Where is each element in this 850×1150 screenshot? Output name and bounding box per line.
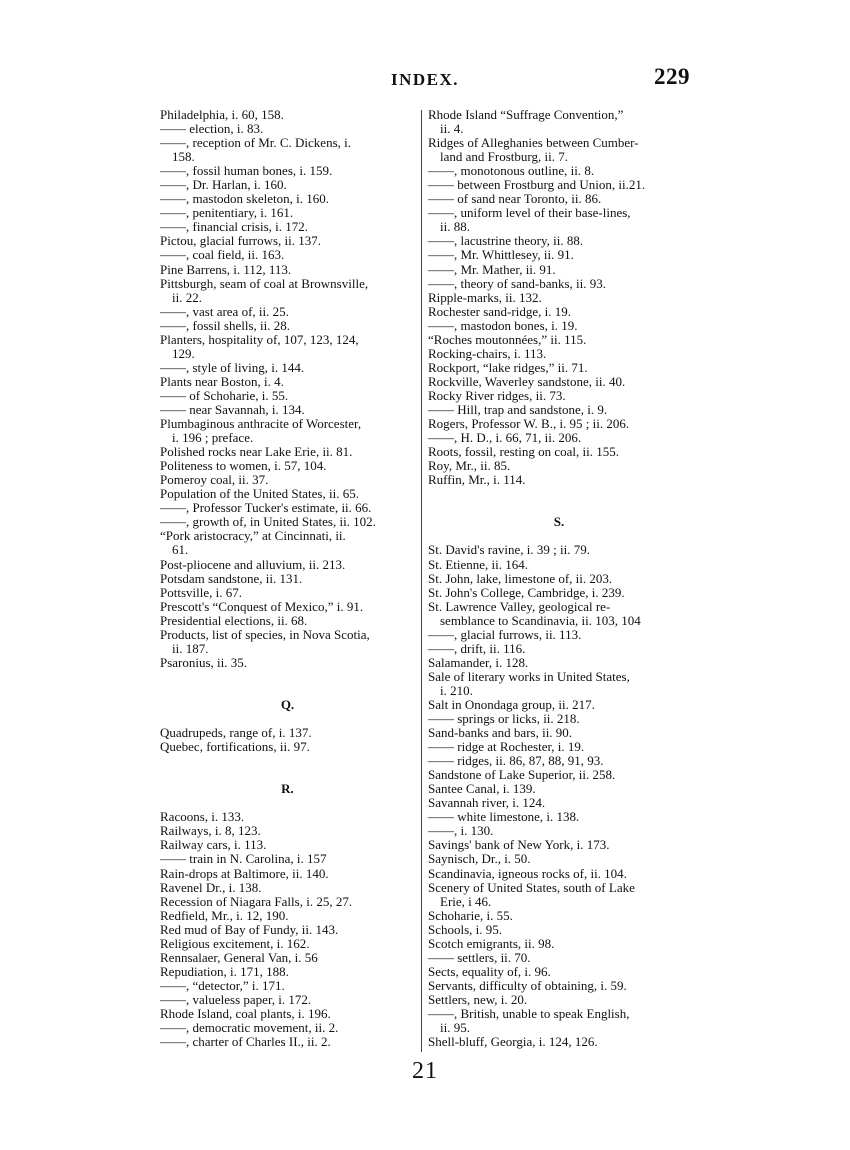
index-entry: “Pork aristocracy,” at Cincinnati, ii. <box>160 528 346 544</box>
index-entry: Quadrupeds, range of, i. 137. <box>160 725 312 741</box>
index-entry: Saynisch, Dr., i. 50. <box>428 851 531 867</box>
index-entry: Pomeroy coal, ii. 37. <box>160 472 269 488</box>
index-entry: Presidential elections, ii. 68. <box>160 612 308 628</box>
section-heading-q: Q. <box>280 696 295 712</box>
index-entry: ——, valueless paper, i. 172. <box>160 991 312 1007</box>
index-entry: Roy, Mr., ii. 85. <box>428 458 511 474</box>
section-heading-s: S. <box>553 514 565 530</box>
index-entry: —— ridge at Rochester, i. 19. <box>428 739 585 755</box>
index-entry: Savannah river, i. 124. <box>428 795 546 811</box>
index-entry: Pittsburgh, seam of coal at Brownsville, <box>160 275 369 291</box>
index-entry: Plants near Boston, i. 4. <box>160 373 284 389</box>
index-entry: St. Etienne, ii. 164. <box>428 556 529 572</box>
index-entry: 61. <box>172 542 189 558</box>
spacer <box>428 487 690 501</box>
index-entry: Scotch emigrants, ii. 98. <box>428 935 555 951</box>
index-entry: ——, uniform level of their base-lines, <box>428 205 631 221</box>
index-entry: Ripple-marks, ii. 132. <box>428 289 542 305</box>
index-entry: ——, British, unable to speak English, <box>428 1006 630 1021</box>
index-entry: —— Hill, trap and sandstone, i. 9. <box>428 401 608 417</box>
index-entry: ——, Professor Tucker's estimate, ii. 66. <box>160 500 372 516</box>
index-entry: Sale of literary works in United States, <box>428 668 630 684</box>
index-entry: St. Lawrence Valley, geological re- <box>428 598 611 614</box>
index-entry: Settlers, new, i. 20. <box>428 991 528 1007</box>
index-entry: Rocking-chairs, i. 113. <box>428 345 547 361</box>
index-entry: ——, democratic movement, ii. 2. <box>160 1020 339 1036</box>
index-entry: ii. 4. <box>440 121 464 137</box>
index-entry: —— train in N. Carolina, i. 157 <box>160 851 327 867</box>
index-entry: ——, mastodon bones, i. 19. <box>428 317 578 333</box>
index-entry: i. 196 ; preface. <box>172 430 254 446</box>
index-entry: —— of Schoharie, i. 55. <box>160 387 289 403</box>
index-entry: St. David's ravine, i. 39 ; ii. 79. <box>428 542 590 558</box>
index-entry: ——, “detector,” i. 171. <box>160 977 285 993</box>
spacer <box>160 754 415 768</box>
index-entry: —— of sand near Toronto, ii. 86. <box>428 191 602 207</box>
index-entry: “Roches moutonnées,” ii. 115. <box>428 331 587 347</box>
index-entry: ——, drift, ii. 116. <box>428 640 526 656</box>
index-entry: Quebec, fortifications, ii. 97. <box>160 739 310 755</box>
r-entries <box>160 810 415 1049</box>
index-entry: ——, glacial furrows, ii. 113. <box>428 626 582 642</box>
right-column <box>428 108 690 1049</box>
index-entry: Savings' bank of New York, i. 173. <box>428 837 610 853</box>
index-entry: i. 210. <box>440 682 473 698</box>
index-entry: —— near Savannah, i. 134. <box>160 401 305 417</box>
index-entry: Servants, difficulty of obtaining, i. 59. <box>428 977 627 993</box>
index-entry: Erie, i 46. <box>440 893 492 909</box>
index-entry: —— white limestone, i. 138. <box>428 809 580 825</box>
index-entry: Pottsville, i. 67. <box>160 584 242 600</box>
index-entry: Pine Barrens, i. 112, 113. <box>160 261 292 277</box>
index-entry: Plumbaginous anthracite of Worcester, <box>160 416 362 432</box>
index-entry: ii. 22. <box>172 289 202 305</box>
index-entry: ——, Mr. Whittlesey, ii. 91. <box>428 247 574 263</box>
index-entry: ii. 95. <box>440 1020 470 1036</box>
index-entry: Racoons, i. 133. <box>160 809 245 825</box>
spacer <box>160 712 415 726</box>
spacer <box>160 768 415 782</box>
index-entry: St. John's College, Cambridge, i. 239. <box>428 584 625 600</box>
index-entry: ——, fossil human bones, i. 159. <box>160 163 333 179</box>
running-head <box>160 66 690 96</box>
index-entry: —— election, i. 83. <box>160 121 264 137</box>
index-entry: ——, charter of Charles II., ii. 2. <box>160 1034 331 1050</box>
index-entry: Santee Canal, i. 139. <box>428 781 536 797</box>
index-entry: Planters, hospitality of, 107, 123, 124, <box>160 331 359 347</box>
index-entry: —— settlers, ii. 70. <box>428 949 531 965</box>
index-entry: Ruffin, Mr., i. 114. <box>428 472 526 488</box>
index-entry: Railways, i. 8, 123. <box>160 823 261 839</box>
left-column <box>160 108 415 1049</box>
r-entries-continued <box>428 108 690 487</box>
index-entry: Scenery of United States, south of Lake <box>428 879 635 895</box>
index-entry: Rockport, “lake ridges,” ii. 71. <box>428 359 588 375</box>
spacer <box>160 796 415 810</box>
index-entry: ——, penitentiary, i. 161. <box>160 205 294 221</box>
index-entry: ——, reception of Mr. C. Dickens, i. <box>160 135 351 151</box>
index-entry: Shell-bluff, Georgia, i. 124, 126. <box>428 1034 598 1050</box>
index-entry: Schools, i. 95. <box>428 921 503 937</box>
index-entry: St. John, lake, limestone of, ii. 203. <box>428 570 613 586</box>
index-entry: Redfield, Mr., i. 12, 190. <box>160 907 289 923</box>
index-entry: Rhode Island, coal plants, i. 196. <box>160 1006 331 1021</box>
index-entry: Philadelphia, i. 60, 158. <box>160 107 284 122</box>
index-entry: Pictou, glacial furrows, ii. 137. <box>160 233 322 249</box>
spacer <box>160 670 415 684</box>
index-entry: ii. 187. <box>172 640 209 656</box>
index-entry: ——, growth of, in United States, ii. 102. <box>160 514 376 530</box>
spacer <box>160 684 415 698</box>
index-entry: Rochester sand-ridge, i. 19. <box>428 303 571 319</box>
index-entry: Rocky River ridges, ii. 73. <box>428 387 566 403</box>
index-entry: —— ridges, ii. 86, 87, 88, 91, 93. <box>428 753 604 769</box>
index-entry: ——, i. 130. <box>428 823 494 839</box>
spacer <box>428 529 690 543</box>
index-entry: Rennsalaer, General Van, i. 56 <box>160 949 318 965</box>
index-entry: Rhode Island “Suffrage Convention,” <box>428 107 624 122</box>
index-entry: ——, style of living, i. 144. <box>160 359 305 375</box>
index-entry: —— springs or licks, ii. 218. <box>428 711 580 727</box>
index-entry: —— between Frostburg and Union, ii.21. <box>428 177 646 193</box>
column-divider <box>421 110 422 1052</box>
index-entry: Scandinavia, igneous rocks of, ii. 104. <box>428 865 627 881</box>
index-entry: Repudiation, i. 171, 188. <box>160 963 289 979</box>
index-entry: Ridges of Alleghanies between Cumber- <box>428 135 639 151</box>
index-entry: Rain-drops at Baltimore, ii. 140. <box>160 865 329 881</box>
index-entry: Railway cars, i. 113. <box>160 837 267 853</box>
index-entry: Population of the United States, ii. 65. <box>160 486 359 502</box>
index-entry: ——, vast area of, ii. 25. <box>160 303 289 319</box>
index-entry: Post-pliocene and alluvium, ii. 213. <box>160 556 346 572</box>
signature-mark: 21 <box>412 1058 438 1084</box>
index-entry: Rockville, Waverley sandstone, ii. 40. <box>428 373 626 389</box>
page-title: INDEX. <box>390 70 460 89</box>
index-entry: Salt in Onondaga group, ii. 217. <box>428 696 595 712</box>
index-entry: ——, theory of sand-banks, ii. 93. <box>428 275 607 291</box>
index-entry: Sects, equality of, i. 96. <box>428 963 551 979</box>
index-entry: Roots, fossil, resting on coal, ii. 155. <box>428 444 620 460</box>
index-entry: 158. <box>172 149 195 165</box>
index-entry: Products, list of species, in Nova Scotia, <box>160 626 370 642</box>
index-entry: ——, lacustrine theory, ii. 88. <box>428 233 584 249</box>
spacer <box>428 501 690 515</box>
p-entries <box>160 108 415 670</box>
index-entry: ——, financial crisis, i. 172. <box>160 219 309 235</box>
index-entry: ——, Mr. Mather, ii. 91. <box>428 261 556 277</box>
index-entry: land and Frostburg, ii. 7. <box>440 149 568 165</box>
index-entry: Salamander, i. 128. <box>428 654 529 670</box>
index-entry: Religious excitement, i. 162. <box>160 935 310 951</box>
index-entry: ——, monotonous outline, ii. 8. <box>428 163 595 179</box>
index-entry: ——, mastodon skeleton, i. 160. <box>160 191 329 207</box>
index-entry: Schoharie, i. 55. <box>428 907 513 923</box>
index-entry: semblance to Scandinavia, ii. 103, 104 <box>440 612 641 628</box>
index-entry: ——, coal field, ii. 163. <box>160 247 285 263</box>
index-entry: ——, fossil shells, ii. 28. <box>160 317 291 333</box>
index-entry: Potsdam sandstone, ii. 131. <box>160 570 303 586</box>
index-entry: 129. <box>172 345 195 361</box>
index-entry: ——, H. D., i. 66, 71, ii. 206. <box>428 430 582 446</box>
index-entry: ii. 88. <box>440 219 470 235</box>
index-entry: Ravenel Dr., i. 138. <box>160 879 262 895</box>
index-entry: Recession of Niagara Falls, i. 25, 27. <box>160 893 353 909</box>
index-entry: Rogers, Professor W. B., i. 95 ; ii. 206. <box>428 416 630 432</box>
page-number: 229 <box>654 64 690 89</box>
s-entries <box>428 543 690 1049</box>
index-entry: Polished rocks near Lake Erie, ii. 81. <box>160 444 353 460</box>
index-entry: Red mud of Bay of Fundy, ii. 143. <box>160 921 339 937</box>
index-entry: Politeness to women, i. 57, 104. <box>160 458 327 474</box>
index-entry: Psaronius, ii. 35. <box>160 654 248 670</box>
section-heading-r: R. <box>281 781 294 797</box>
index-entry: Sand-banks and bars, ii. 90. <box>428 725 573 741</box>
index-entry: Prescott's “Conquest of Mexico,” i. 91. <box>160 598 364 614</box>
index-entry: ——, Dr. Harlan, i. 160. <box>160 177 287 193</box>
index-entry: Sandstone of Lake Superior, ii. 258. <box>428 767 616 783</box>
q-entries <box>160 726 415 754</box>
